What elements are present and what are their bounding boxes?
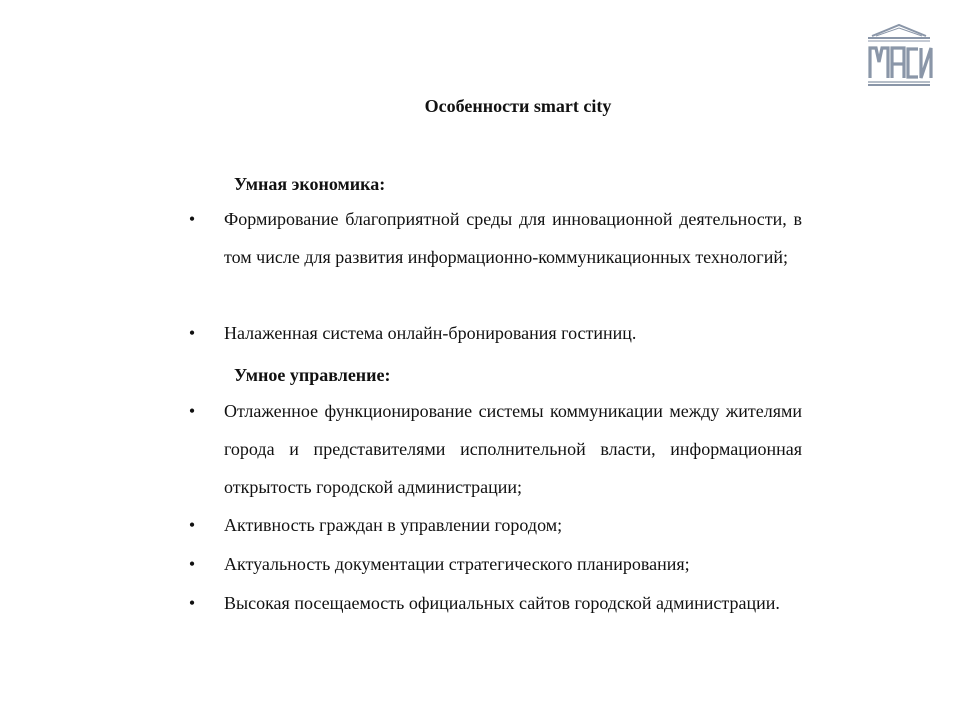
list-item xyxy=(186,506,802,544)
section-heading-economy: Умная экономика: xyxy=(234,174,386,194)
list-item-text: Высокая посещаемость официальных сайтов городской администрации. xyxy=(224,593,780,613)
bullet-icon: • xyxy=(188,323,196,343)
bullet-icon: • xyxy=(188,209,196,229)
list-item xyxy=(186,545,802,583)
bullet-icon: • xyxy=(188,593,196,613)
bullet-icon: • xyxy=(188,401,196,421)
bullet-icon: • xyxy=(188,554,196,574)
list-item-text: Активность граждан в управлении городом; xyxy=(224,515,563,535)
list-item xyxy=(186,392,802,506)
list-item-text: Формирование благоприятной среды для инновационной деятельности, в том числе для развития информационно-коммуникационных технологий; xyxy=(224,209,802,267)
list-item xyxy=(186,314,802,352)
bullet-icon: • xyxy=(188,515,196,535)
list-item xyxy=(186,584,802,622)
list-item-text: Актуальность документации стратегического планирования; xyxy=(224,554,690,574)
list-item xyxy=(186,200,802,276)
list-item-text: Налаженная система онлайн-бронирования гостиниц. xyxy=(224,323,637,343)
section-heading-governance: Умное управление: xyxy=(234,365,391,385)
list-item-text: Отлаженное функционирование системы коммуникации между жителями города и представителями исполнительной власти, информационная открытость городской администрации; xyxy=(224,401,802,497)
masi-logo xyxy=(864,22,934,88)
slide-title: Особенности smart city xyxy=(424,96,612,116)
